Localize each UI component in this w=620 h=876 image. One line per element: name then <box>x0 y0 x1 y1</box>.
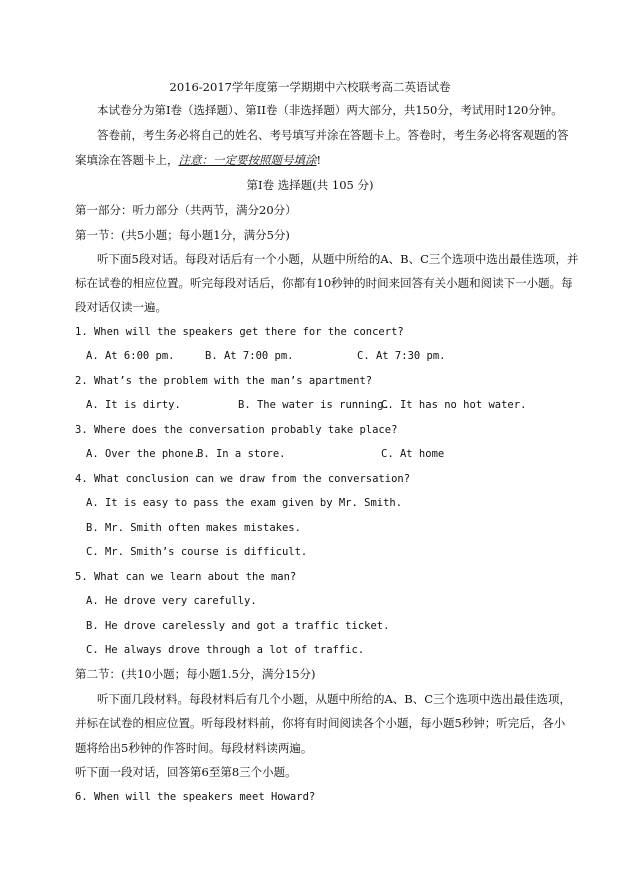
q1-option-b: B. At 7:00 pm. <box>205 350 294 362</box>
q1-option-c: C. At 7:30 pm. <box>357 350 446 362</box>
question-3: 3. Where does the conversation probably take place? <box>75 424 398 436</box>
question-2: 2. What’s the problem with the man’s apartment? <box>75 375 373 387</box>
q1-option-a: A. At 6:00 pm. <box>86 350 175 362</box>
q3-option-b: B. In a store. <box>197 448 286 460</box>
q3-option-c: C. At home <box>381 448 445 460</box>
q5-option-b: B. He drove carelessly and got a traffic ticket. <box>86 620 390 632</box>
instruction-1-line-3: 段对话仅读一遍。 <box>75 300 167 314</box>
instruction-2-line-4: 听下面一段对话，回答第6至第8三个小题。 <box>75 765 297 779</box>
question-4: 4. What conclusion can we draw from the conversation? <box>75 473 411 485</box>
q4-option-b: B. Mr. Smith often makes mistakes. <box>86 522 301 534</box>
section-1-title: 第Ⅰ卷 选择题(共 105 分) <box>246 178 374 192</box>
instruction-1-line-2: 标在试卷的相应位置。听完每段对话后，你都有10秒钟的时间来回答有关小题和阅读下一小题。每 <box>75 276 573 290</box>
question-5: 5. What can we learn about the man? <box>75 571 297 583</box>
q3-option-a: A. Over the phone. <box>86 448 200 460</box>
q2-option-b: B. The water is running. <box>238 399 390 411</box>
q4-option-a: A. It is easy to pass the exam given by Mr. Smith. <box>86 497 403 509</box>
section-2-heading: 第二节：(共10小题；每小题1.5分，满分15分) <box>75 667 316 681</box>
instruction-2-line-3: 题将给出5秒钟的作答时间。每段材料读两遍。 <box>75 741 313 755</box>
intro-line-2: 答卷前，考生务必将自己的姓名、考号填写并涂在答题卡上。答卷时，考生务必将客观题的答 <box>97 128 569 142</box>
intro-line-3 <box>75 153 321 167</box>
instruction-2-line-1: 听下面几段材料。每段材料后有几个小题，从题中所给的A、B、C三个选项中选出最佳选项， <box>97 692 572 706</box>
instruction-2-line-2: 并标在试卷的相应位置。听每段材料前，你将有时间阅读各个小题，每小题5秒钟；听完后，各小 <box>75 716 566 730</box>
intro-line-1: 本试卷分为第Ⅰ卷（选择题）、第II卷（非选择题）两大部分，共150分，考试用时120分钟。 <box>97 103 563 117</box>
section-1-heading: 第一节：(共5小题；每小题1分，满分5分) <box>75 228 290 242</box>
question-6: 6. When will the speakers meet Howard? <box>75 791 316 803</box>
instruction-1-line-1: 听下面5段对话。每段对话后有一个小题，从题中所给的A、B、C三个选项中选出最佳选项，并 <box>97 252 579 266</box>
exam-title: 2016-2017学年度第一学期期中六校联考高二英语试卷 <box>169 80 451 94</box>
q4-option-c: C. Mr. Smith’s course is difficult. <box>86 546 308 558</box>
intro-line-3-text: 案填涂在答题卡上， <box>75 153 179 167</box>
q5-option-a: A. He drove very carefully. <box>86 595 257 607</box>
question-1: 1. When will the speakers get there for the concert? <box>75 326 404 338</box>
q2-option-a: A. It is dirty. <box>86 399 181 411</box>
q2-option-c: C. It has no hot water. <box>381 399 527 411</box>
q5-option-c: C. He always drove through a lot of traffic. <box>86 644 365 656</box>
part-1-heading: 第一部分：听力部分（共两节，满分20分） <box>75 203 297 217</box>
intro-note: 注意：一定要按照题号填涂 <box>178 153 317 167</box>
intro-line-3-end: ! <box>316 153 322 167</box>
